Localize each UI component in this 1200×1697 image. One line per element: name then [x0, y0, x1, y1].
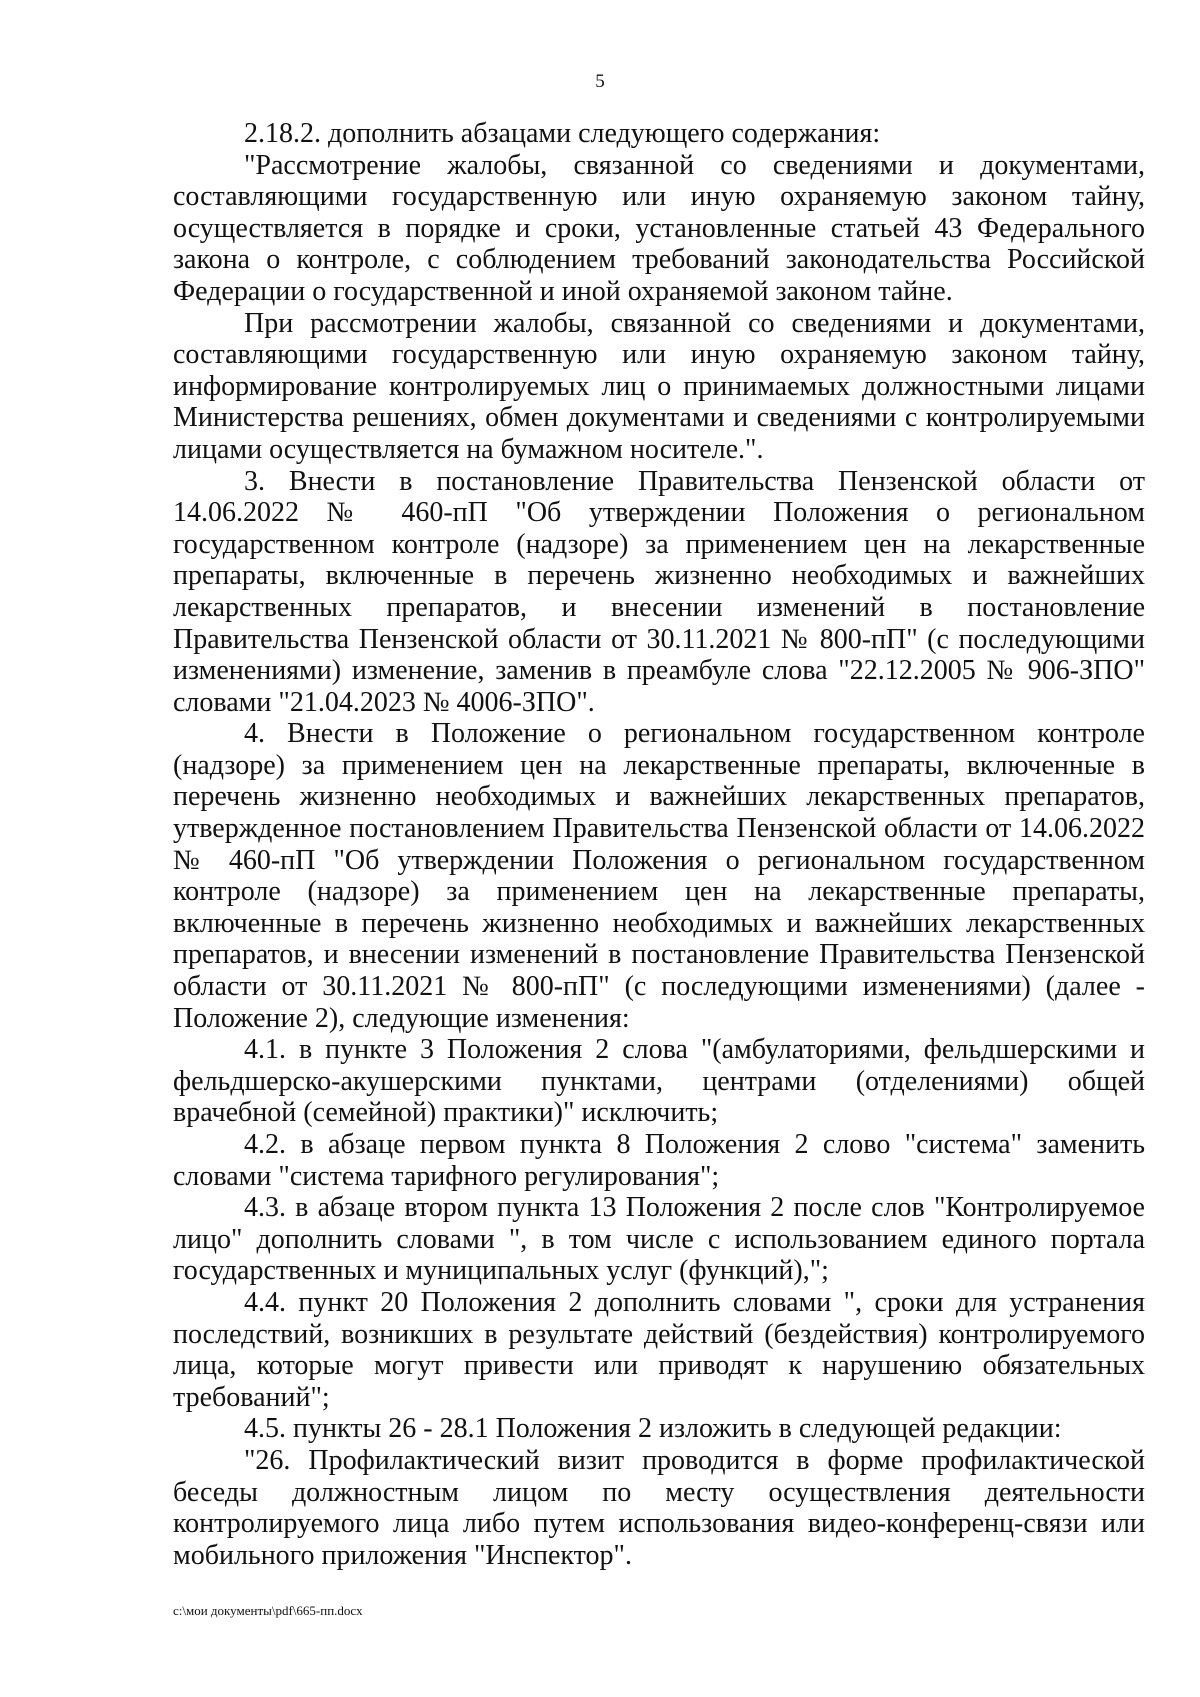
paragraph-item-4: 4. Внести в Положение о региональном государственном контроле (надзоре) за применением цен на лекарственные препараты, включенные в перечень жизненно необходимых и важнейших лекарственных препаратов, утвержденное постановлением Правительства Пензенской области от 14.06.2022 № 460-пП "Об утверждении Положения о региональном государственном контроле (надзоре) за применением цен на лекарственные препараты, включенные в перечень жизненно необходимых и важнейших лекарственных препаратов, и внесении изменений в постановление Правительства Пензенской области от 30.11.2021 № 800-пП" (с последующими изменениями) (далее - Положение 2), следующие изменения: [173, 718, 1145, 1034]
paragraph-item-4-4: 4.4. пункт 20 Положения 2 дополнить словами ", сроки для устранения последствий, возникших в результате действий (бездействия) контролируемого лица, которые могут привести или приводят к нарушению обязательных требований"; [173, 1286, 1145, 1413]
paragraph-complaint-informing: При рассмотрении жалобы, связанной со сведениями и документами, составляющими государственную или иную охраняемую законом тайну, информирование контролируемых лиц о принимаемых должностными лицами Министерства решениях, обмен документами и сведениями с контролируемыми лицами осуществляется на бумажном носителе.". [173, 307, 1145, 465]
document-body [173, 118, 1145, 1571]
paragraph-complaint-review: "Рассмотрение жалобы, связанной со сведениями и документами, составляющими государственную или иную охраняемую законом тайну, осуществляется в порядке и сроки, установленные статьей 43 Федерального закона о контроле, с соблюдением требований законодательства Российской Федерации о государственной и иной охраняемой законом тайне. [173, 149, 1145, 307]
footer-file-path: c:\мои документы\pdf\665-пп.docx [173, 1603, 363, 1618]
paragraph-item-4-3: 4.3. в абзаце втором пункта 13 Положения 2 после слов "Контролируемое лицо" дополнить словами ", в том числе с использованием единого портала государственных и муниципальных услуг (функций),"; [173, 1192, 1145, 1287]
paragraph-item-4-5: 4.5. пункты 26 - 28.1 Положения 2 изложить в следующей редакции: [244, 1413, 1062, 1445]
paragraph-item-4-2: 4.2. в абзаце первом пункта 8 Положения 2 слово "система" заменить словами "система тарифного регулирования"; [173, 1129, 1145, 1192]
page-number: 5 [595, 71, 605, 92]
paragraph-item-3: 3. Внести в постановление Правительства Пензенской области от 14.06.2022 № 460-пП "Об утверждении Положения о региональном государственном контроле (надзоре) за применением цен на лекарственные препараты, включенные в перечень жизненно необходимых и важнейших лекарственных препаратов, и внесении изменений в постановление Правительства Пензенской области от 30.11.2021 № 800-пП" (с последующими изменениями) изменение, заменив в преамбуле слова "22.12.2005 № 906-ЗПО" словами "21.04.2023 № 4006-ЗПО". [173, 465, 1145, 718]
paragraph-item-4-1: 4.1. в пункте 3 Положения 2 слова "(амбулаториями, фельдшерскими и фельдшерско-акушерскими пунктами, центрами (отделениями) общей врачебной (семейной) практики)" исключить; [173, 1034, 1145, 1129]
paragraph-2-18-2: 2.18.2. дополнить абзацами следующего содержания: [244, 118, 881, 149]
paragraph-item-26: "26. Профилактический визит проводится в форме профилактической беседы должностным лицом по месту осуществления деятельности контролируемого лица либо путем использования видео-конференц-связи или мобильного приложения "Инспектор". [173, 1444, 1145, 1571]
